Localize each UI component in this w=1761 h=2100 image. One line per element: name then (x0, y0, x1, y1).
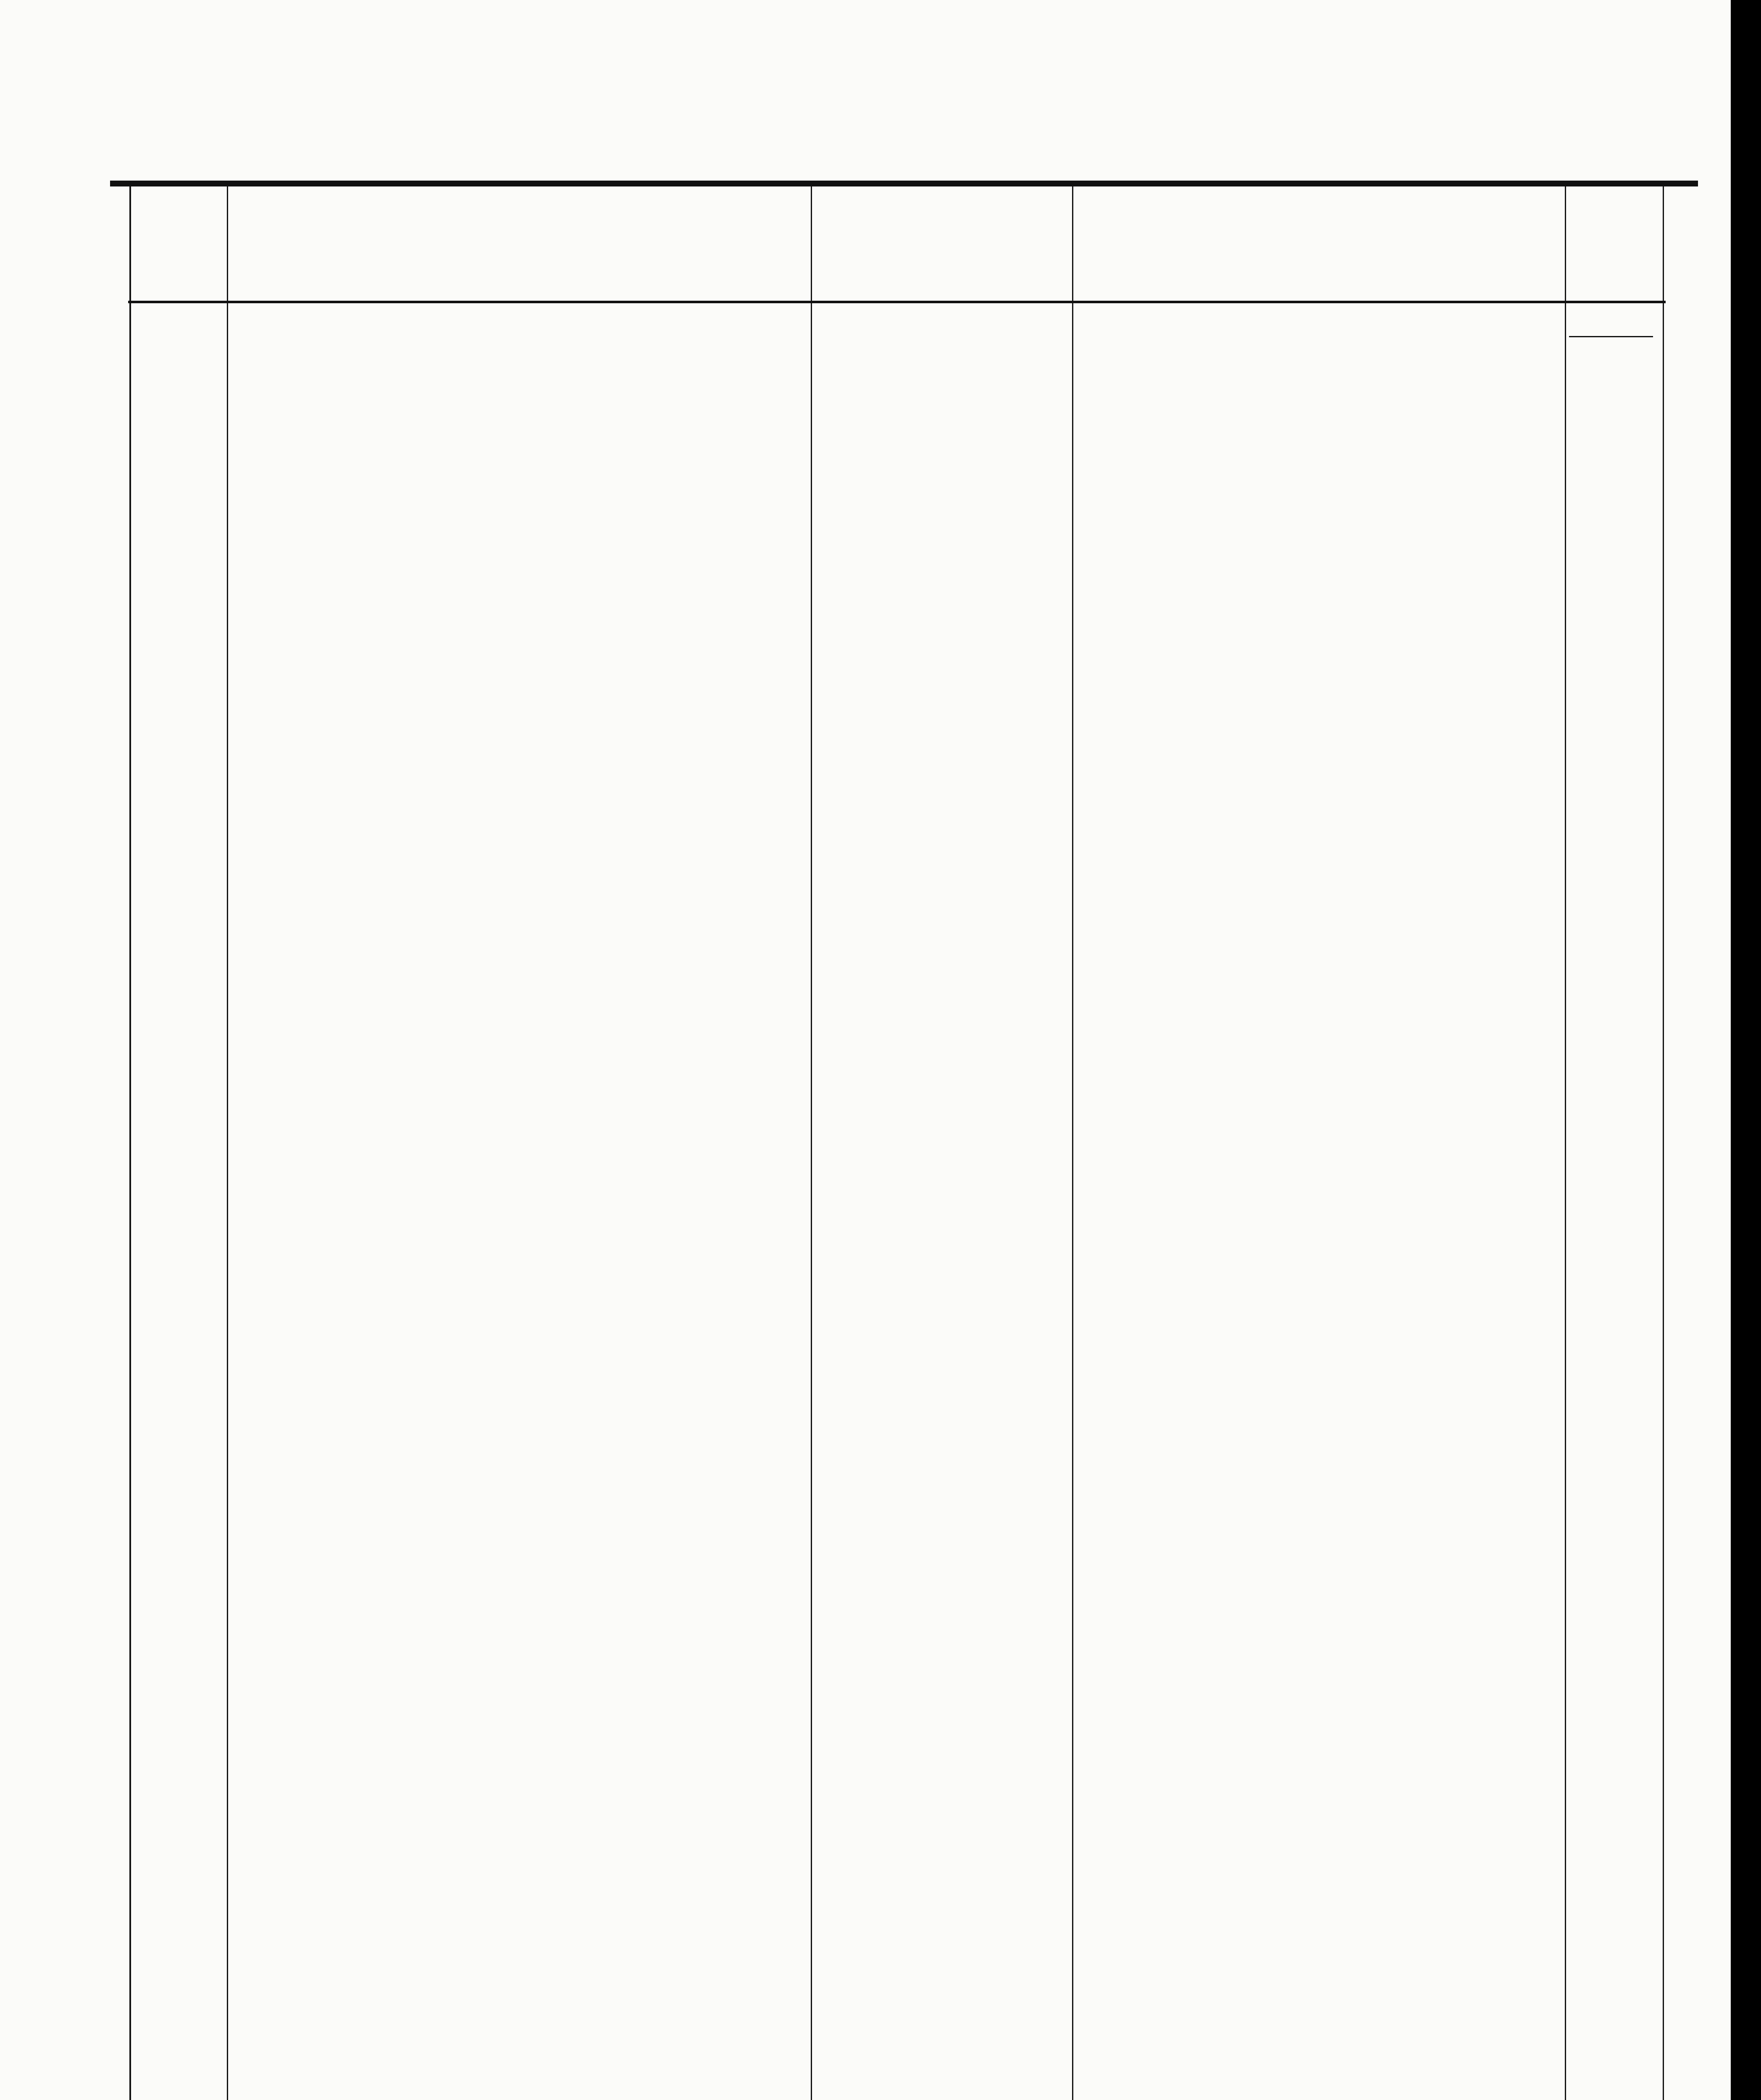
header-rule (128, 301, 1666, 303)
col-line-num (227, 185, 228, 2100)
col-line-name (811, 185, 812, 2100)
col-line-right (1663, 185, 1664, 2100)
col-line-address (1565, 185, 1566, 2100)
col-line-origin (1072, 185, 1073, 2100)
col-line-left (129, 185, 131, 2100)
top-rule (110, 181, 1698, 186)
carry-in-underline (1569, 336, 1653, 337)
